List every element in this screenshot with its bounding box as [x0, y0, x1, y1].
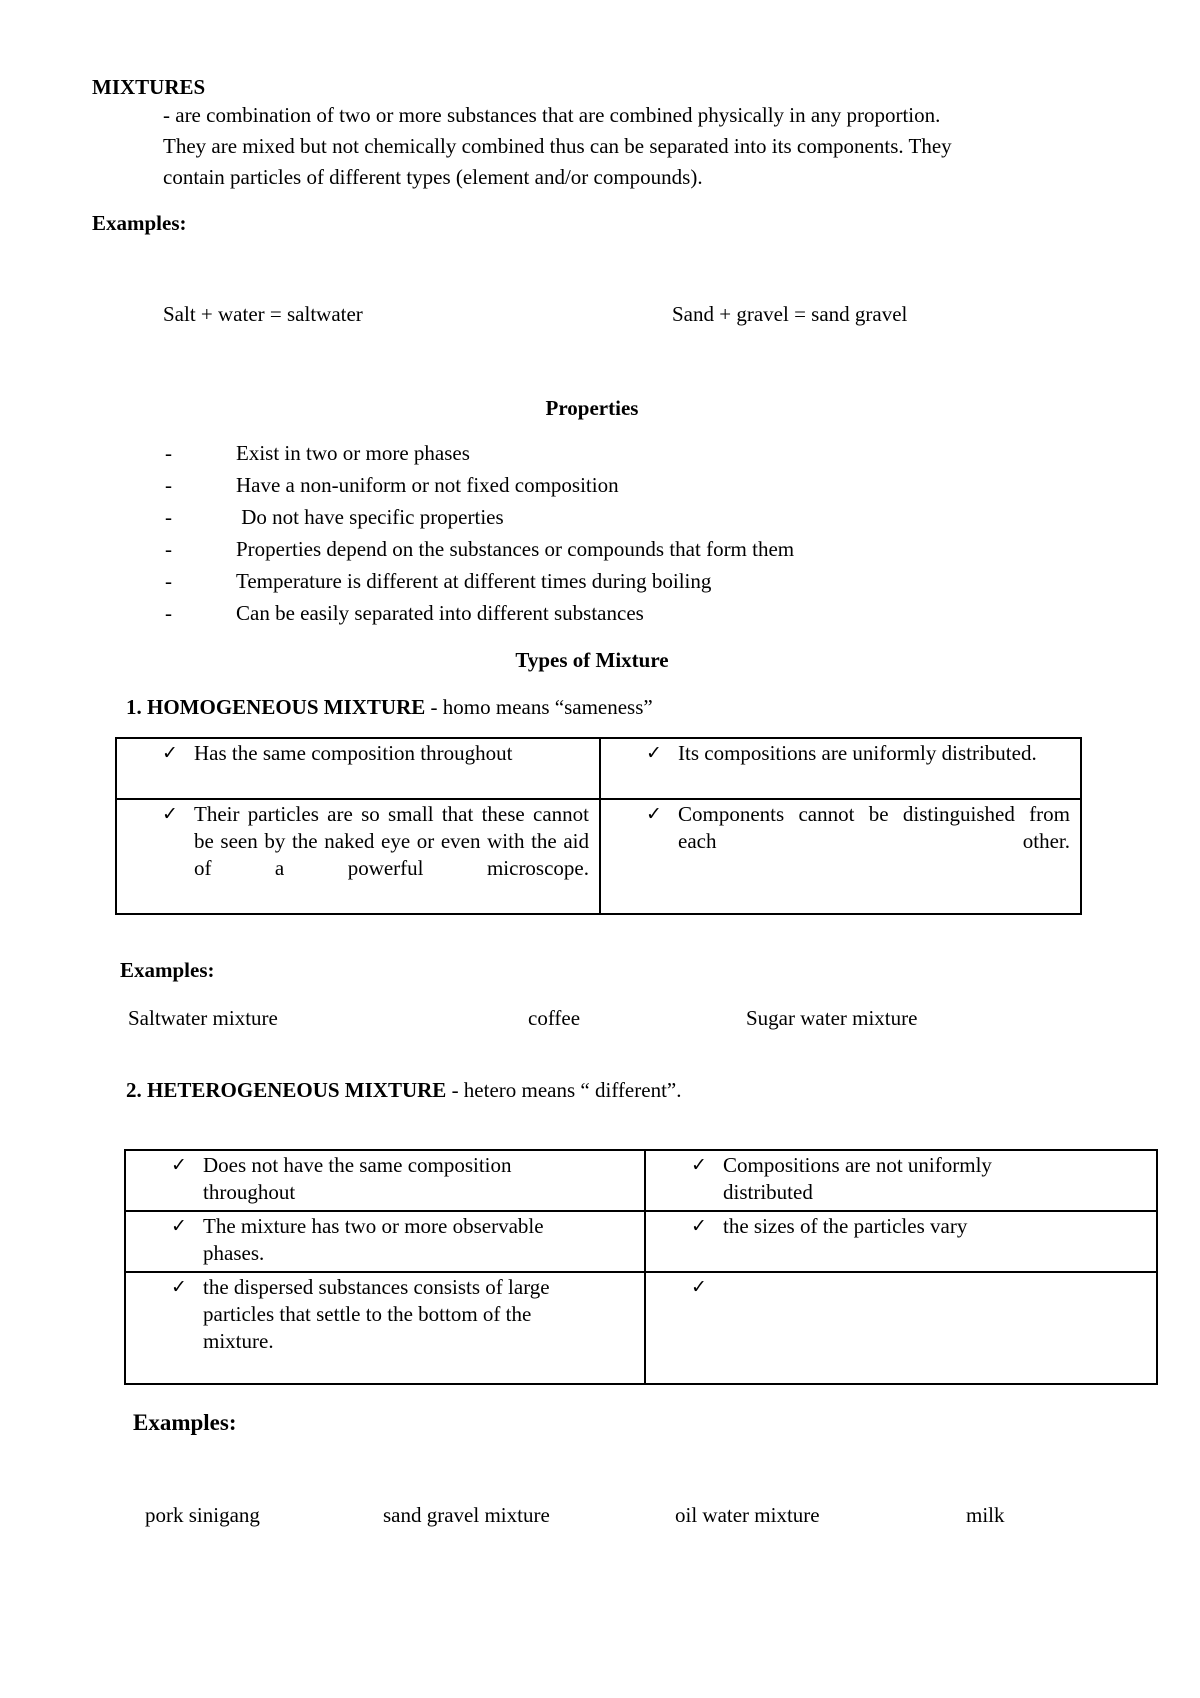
property-item: Properties depend on the substances or compounds that form them [236, 537, 795, 561]
table-row [116, 738, 1081, 799]
check-icon: ✓ [646, 803, 662, 825]
list-bullet: - [165, 505, 172, 529]
cell-text: Has the same composition throughout [194, 741, 513, 765]
check-icon: ✓ [171, 1215, 187, 1237]
table-row [125, 1211, 1157, 1272]
cell-text: Compositions are not uniformly distributed [723, 1153, 992, 1204]
example-item: Sand + gravel = sand gravel [672, 302, 908, 326]
heterogeneous-desc: - hetero means “ different”. [446, 1078, 682, 1102]
table-cell [116, 799, 600, 914]
definition-line: They are mixed but not chemically combined thus can be separated into its components. They [163, 134, 952, 158]
properties-heading: Properties [545, 396, 639, 420]
check-icon: ✓ [646, 742, 662, 764]
cell-text: Its compositions are uniformly distributed. [678, 741, 1037, 765]
table-cell [116, 738, 600, 799]
cell-text: the dispersed substances consists of large particles that settle to the bottom of the mixture. [203, 1275, 550, 1353]
check-icon: ✓ [162, 742, 178, 764]
list-bullet: - [165, 601, 172, 625]
property-item: Have a non-uniform or not fixed composition [236, 473, 619, 497]
homogeneous-examples-heading: Examples: [120, 958, 215, 982]
example-item: pork sinigang [145, 1503, 260, 1527]
table-cell [645, 1272, 1157, 1384]
check-icon: ✓ [171, 1154, 187, 1176]
cell-text: Does not have the same composition throughout [203, 1153, 512, 1204]
table-cell [600, 799, 1081, 914]
definition-paragraph [163, 100, 1103, 193]
table-cell [600, 738, 1081, 799]
check-icon: ✓ [691, 1215, 707, 1237]
definition-line: - are combination of two or more substances that are combined physically in any proportion. [163, 103, 941, 127]
check-icon: ✓ [691, 1154, 707, 1176]
property-item: Exist in two or more phases [236, 441, 470, 465]
property-item: Can be easily separated into different substances [236, 601, 644, 625]
cell-text: Their particles are so small that these cannot be seen by the naked eye or even with the aid of a powerful microscope. [194, 802, 589, 880]
example-item: Sugar water mixture [746, 1006, 918, 1030]
examples-heading: Examples: [92, 211, 187, 235]
table-cell [645, 1150, 1157, 1211]
property-item: Temperature is different at different times during boiling [236, 569, 712, 593]
heterogeneous-table [124, 1149, 1158, 1385]
homogeneous-title: 1. HOMOGENEOUS MIXTURE [126, 695, 426, 719]
list-bullet: - [165, 537, 172, 561]
cell-text: Components cannot be distinguished from each other. [678, 802, 1070, 853]
table-row [125, 1272, 1157, 1384]
example-item: Saltwater mixture [128, 1006, 278, 1030]
cell-text: the sizes of the particles vary [723, 1214, 968, 1238]
page-title: MIXTURES [92, 75, 206, 99]
example-item: oil water mixture [675, 1503, 820, 1527]
check-icon: ✓ [691, 1276, 707, 1298]
example-item: milk [966, 1503, 1005, 1527]
heterogeneous-title: 2. HETEROGENEOUS MIXTURE [126, 1078, 447, 1102]
heterogeneous-heading [126, 1075, 681, 1105]
heterogeneous-examples-heading: Examples: [133, 1410, 237, 1435]
table-cell [125, 1272, 645, 1384]
check-icon: ✓ [171, 1276, 187, 1298]
cell-text: The mixture has two or more observable phases. [203, 1214, 544, 1265]
homogeneous-table [115, 737, 1082, 915]
table-cell [125, 1150, 645, 1211]
check-icon: ✓ [162, 803, 178, 825]
table-row [116, 799, 1081, 914]
example-item: Salt + water = saltwater [163, 302, 363, 326]
list-bullet: - [165, 569, 172, 593]
example-item: coffee [528, 1006, 581, 1030]
list-bullet: - [165, 441, 172, 465]
table-cell [125, 1211, 645, 1272]
homogeneous-desc: - homo means “sameness” [425, 695, 653, 719]
example-item: sand gravel mixture [383, 1503, 550, 1527]
table-cell [645, 1211, 1157, 1272]
property-item: Do not have specific properties [236, 505, 504, 529]
homogeneous-heading [126, 692, 653, 722]
definition-line: contain particles of different types (element and/or compounds). [163, 165, 703, 189]
table-row [125, 1150, 1157, 1211]
types-heading: Types of Mixture [515, 648, 669, 672]
list-bullet: - [165, 473, 172, 497]
